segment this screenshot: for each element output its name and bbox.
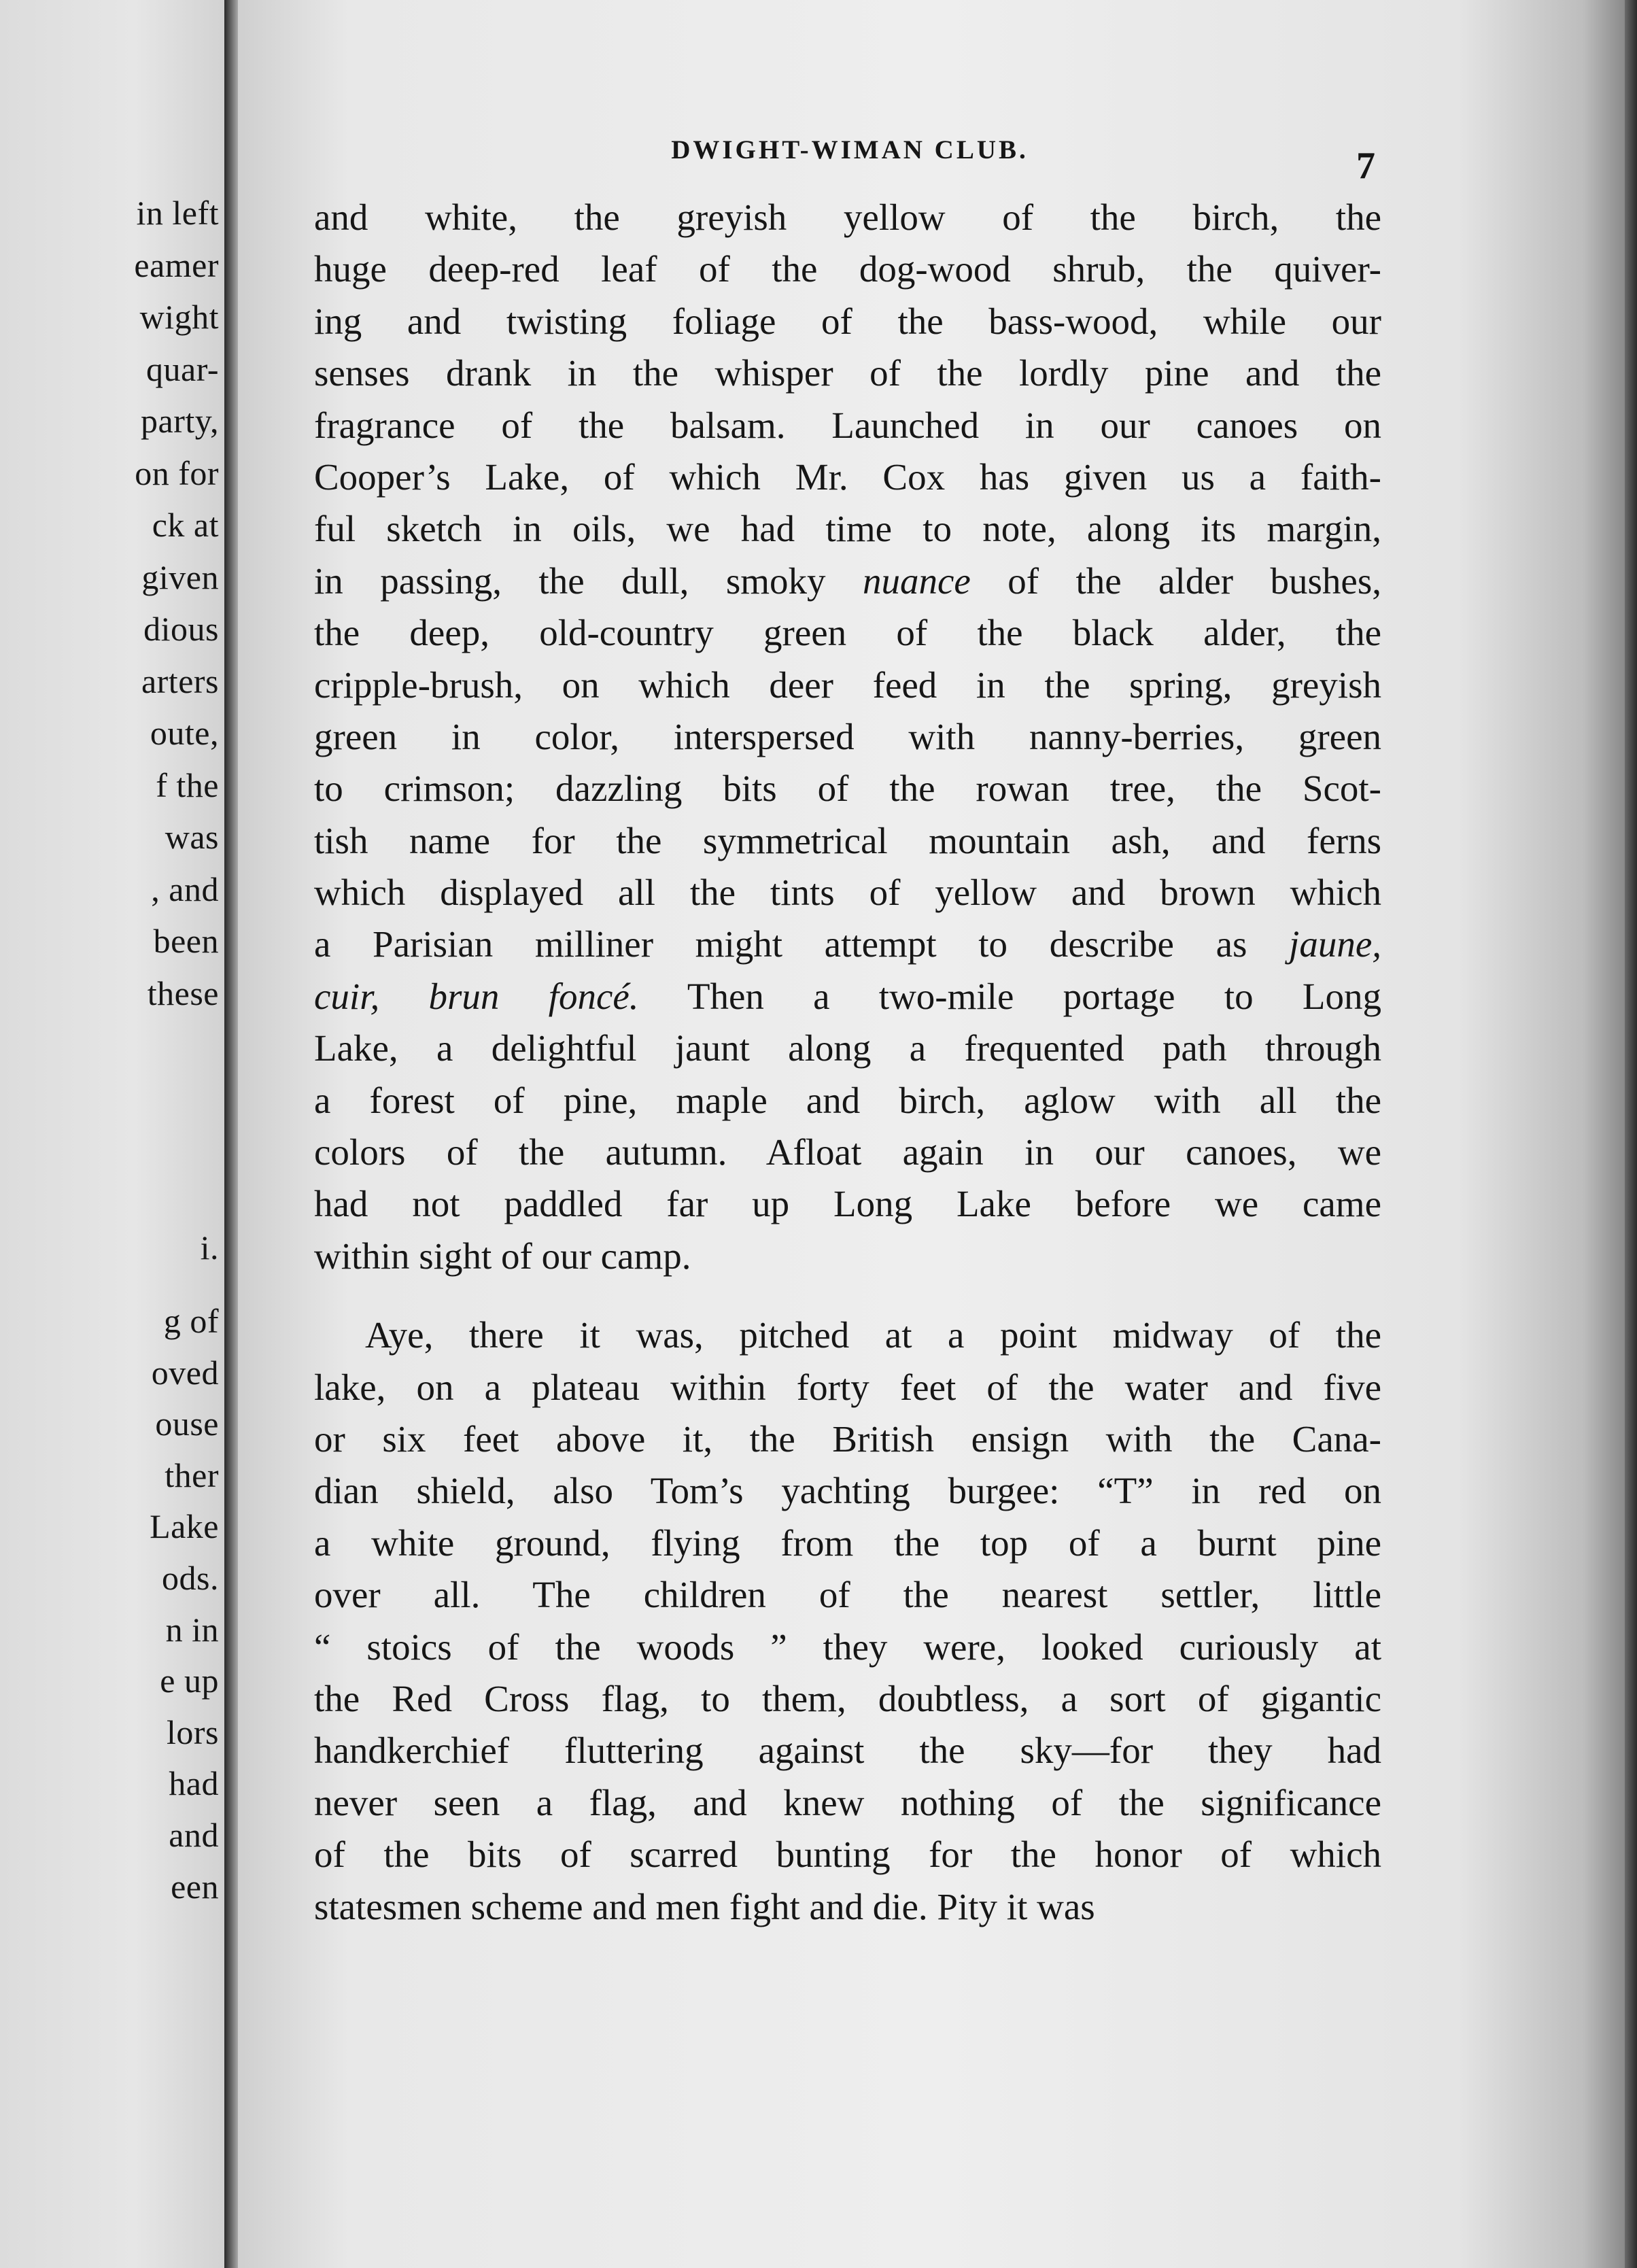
left-page-fragment: lors [167,1713,219,1751]
text-line [314,243,1381,295]
text-run: never seen a flag, and knew nothing of the significance [314,1781,1381,1823]
paragraph [314,192,1381,1282]
text-run: Then a two-mile portage to Long [638,975,1381,1017]
text-run: senses drank in the whisper of the lordly pine and the [314,352,1381,394]
text-line [314,347,1381,399]
left-page-fragment: f the [156,766,219,804]
left-page-fragment: i. [200,1228,219,1267]
text-line [314,918,1381,970]
text-line [314,1725,1381,1776]
text-line [314,1231,1381,1282]
left-page-fragment: ouse [155,1405,219,1443]
text-run: lake, on a plateau within forty feet of the water and five [314,1366,1381,1408]
text-line [314,192,1381,243]
left-page-fragment: and [169,1816,219,1854]
text-line [314,1621,1381,1673]
text-line [314,711,1381,763]
text-run: colors of the autumn. Afloat again in our canoes, we [314,1131,1381,1173]
text-run: green in color, interspersed with nanny-berries, green [314,715,1381,757]
text-line [314,451,1381,503]
text-run: had not paddled far up Long Lake before we came [314,1183,1381,1225]
text-run: fragrance of the balsam. Launched in our canoes on [314,404,1381,446]
text-run: the Red Cross flag, to them, doubtless, a sort of gigantic [314,1677,1381,1719]
paragraph [314,1309,1381,1933]
text-line [314,503,1381,555]
left-page-fragment: oute, [150,714,219,752]
running-head: DWIGHT-WIMAN CLUB. [671,135,1029,165]
text-run: a Parisian milliner might attempt to describe as [314,923,1290,965]
text-line [314,296,1381,347]
text-line [314,1127,1381,1178]
left-page-fragment: wight [139,298,219,336]
text-run: which displayed all the tints of yellow and brown which [314,872,1381,914]
text-line [314,1075,1381,1127]
left-page-fragment: quar- [146,349,219,388]
left-page-fragment: dious [143,610,219,648]
book-gutter [224,0,238,2268]
text-run: ing and twisting foliage of the bass-wood, while our [314,300,1381,342]
left-page-fragment: g of [163,1302,219,1340]
text-line [314,400,1381,451]
text-run: “ stoics of the woods ” they were, looked curiously at [314,1626,1381,1668]
text-line [314,1465,1381,1517]
left-page-fragment: been [153,922,219,960]
text-line [314,1881,1381,1933]
page-number: 7 [1356,145,1375,187]
text-run: in passing, the dull, smoky [314,560,863,602]
text-line [314,867,1381,918]
text-run: tish name for the symmetrical mountain ash, and ferns [314,819,1381,861]
body-text [314,192,1381,1933]
left-page-fragment: on for [135,453,219,492]
left-page-fragment: n in [165,1610,219,1649]
text-run: the deep, old-country green of the black alder, the [314,612,1381,654]
text-run: and white, the greyish yellow of the birch, the [314,196,1381,238]
text-run: to crimson; dazzling bits of the rowan tree, the Scot- [314,768,1381,810]
text-line [314,1023,1381,1074]
left-page-fragment: een [171,1867,219,1906]
left-page-fragment: ods. [162,1559,219,1597]
text-line [314,1178,1381,1230]
italic-phrase: nuance [862,560,971,602]
text-run: huge deep-red leaf of the dog-wood shrub, the quiver- [314,248,1381,290]
text-line [314,555,1381,607]
text-run: Aye, there it was, pitched at a point midway of the [365,1314,1381,1356]
text-line [314,1829,1381,1880]
text-run: or six feet above it, the British ensign with the Cana- [314,1418,1381,1460]
text-line [314,1517,1381,1569]
left-facing-page [0,0,224,2268]
text-line [314,1673,1381,1725]
text-run: a white ground, flying from the top of a burnt pine [314,1522,1381,1564]
left-page-fragment: arters [141,662,219,700]
left-page-fragment: Lake [150,1507,219,1546]
left-page-fragment: ck at [152,506,219,544]
left-page-fragment: had [169,1764,219,1803]
text-line [314,763,1381,814]
left-page-fragment: party, [141,402,219,440]
left-page-fragment: these [147,974,219,1012]
text-run: handkerchief fluttering against the sky—for they had [314,1730,1381,1772]
text-run: Cooper’s Lake, of which Mr. Cox has given us a faith- [314,456,1381,498]
text-run: statesmen scheme and men fight and die. Pity it was [314,1885,1095,1927]
text-run: a forest of pine, maple and birch, aglow with all the [314,1079,1381,1121]
left-page-fragment: ther [165,1456,219,1494]
text-run: dian shield, also Tom’s yachting burgee: “T” in red on [314,1470,1381,1512]
italic-phrase: jaune, [1289,923,1381,965]
left-page-fragment: oved [151,1353,219,1392]
text-line [314,1777,1381,1829]
left-page-fragment: was [165,818,219,856]
text-line [314,1362,1381,1413]
text-line [314,659,1381,711]
text-run: over all. The children of the nearest settler, little [314,1574,1381,1616]
text-line [314,1413,1381,1465]
text-run: Lake, a delightful jaunt along a frequented path through [314,1027,1381,1069]
text-run: ful sketch in oils, we had time to note, along its margin, [314,508,1381,550]
text-run: of the bits of scarred bunting for the honor of which [314,1834,1381,1876]
page-edge-shadow [1625,0,1637,2268]
text-run: of the alder bushes, [970,560,1381,602]
text-line [314,971,1381,1023]
left-page-fragment: in left [136,194,219,232]
left-page-fragment: , and [151,870,219,908]
left-page-fragment: eamer [134,245,219,284]
text-line [314,815,1381,867]
text-line [314,607,1381,659]
text-line [314,1569,1381,1621]
text-run: within sight of our camp. [314,1235,691,1277]
text-line [314,1309,1381,1361]
text-run: cripple-brush, on which deer feed in the spring, greyish [314,664,1381,706]
left-page-fragment: e up [160,1662,219,1700]
italic-phrase: cuir, brun foncé. [314,975,639,1017]
left-page-fragment: given [141,557,219,596]
